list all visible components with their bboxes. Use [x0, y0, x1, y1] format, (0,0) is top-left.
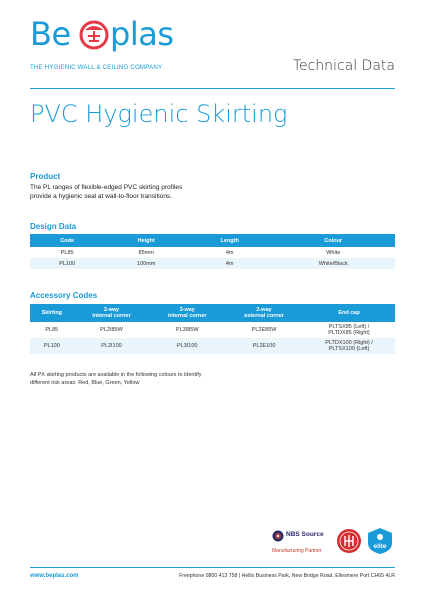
cell-line: PLTSX100 (Left) — [328, 346, 370, 352]
table-cell: PL100 — [30, 258, 104, 269]
footer-divider — [30, 567, 395, 568]
column-header — [225, 304, 303, 322]
table-cell: PL2E85W — [251, 326, 277, 333]
nbs-source-subtitle: Manufacturing Partner — [272, 548, 322, 554]
table-cell: PL2E100 — [225, 338, 303, 354]
table-cell: PL100 — [30, 338, 74, 354]
document-type-label: Technical Data — [292, 58, 395, 74]
product-description — [30, 183, 182, 201]
accessory-codes-table — [30, 304, 395, 354]
product-heading: Product — [30, 172, 61, 181]
column-header: Length — [188, 234, 272, 247]
column-header — [303, 304, 395, 322]
nbs-source-badge — [272, 527, 334, 559]
page-title: PVC Hygienic Skirting — [30, 100, 288, 128]
table-cell: PL3I85W — [175, 326, 199, 333]
column-header: Colour — [271, 234, 395, 247]
elite-badge — [366, 527, 394, 555]
product-line: The PL ranges of flexible-edged PVC skirting profiles — [30, 184, 183, 191]
product-line: provide a hygienic seal at wall-to-floor transitions. — [30, 193, 172, 200]
logo-text-right: plas — [110, 15, 174, 53]
header-line: 2-way — [256, 306, 272, 313]
header-line: 3-way — [179, 306, 195, 313]
beplas-logo — [30, 14, 190, 54]
design-data-table — [30, 234, 395, 269]
accessory-codes-heading: Accessory Codes — [30, 291, 98, 300]
header-line: internal corner — [92, 313, 131, 319]
elite-badge-text: elite — [373, 543, 387, 550]
table-cell: PL2I85W — [100, 326, 123, 333]
table-cell: PL85 — [45, 326, 59, 333]
table-cell: 4m — [188, 258, 272, 269]
table-cell: 100mm — [104, 258, 188, 269]
table-cell: PL85 — [60, 249, 74, 256]
table-cell: White — [326, 249, 341, 256]
company-tagline: THE HYGIENIC WALL & CEILING COMPANY — [30, 64, 163, 71]
column-header — [30, 304, 74, 322]
cell-line: PLTDX85 (Right) — [328, 330, 370, 336]
note-line: different risk areas: Red, Blue, Green, Yellow — [30, 380, 140, 386]
column-header — [149, 304, 225, 322]
table-cell: PL2I100 — [74, 338, 150, 354]
cell-line: PLTDX100 (Right) / — [325, 339, 373, 346]
header-line: Skirting — [41, 309, 63, 316]
contact-details: Freephone 0800 413 758 | Hellix Business Park, New Bridge Road, Ellesmere Port CH65 4LR — [179, 573, 395, 579]
header-line: external corner — [244, 313, 284, 319]
table-row — [30, 247, 395, 258]
note-line: All PX skirting products are available in the following colours to identify — [30, 372, 202, 378]
elite-shield-icon — [366, 527, 394, 555]
table-cell: PL3I100 — [149, 338, 225, 354]
table-row — [30, 338, 395, 354]
nbs-source-title: NBS Source — [286, 531, 324, 538]
table-header-row — [30, 304, 395, 322]
table-cell: 85mm — [138, 249, 154, 256]
table-row — [30, 322, 395, 338]
cell-line: PLTSX85 (Left) / — [328, 323, 370, 330]
column-header — [74, 304, 150, 322]
header-line: 2-way — [103, 306, 120, 313]
column-header: Code — [30, 234, 104, 247]
colour-note — [30, 371, 290, 387]
certification-badge-icon — [336, 528, 362, 554]
design-data-heading: Design Data — [30, 222, 77, 231]
table-header-row — [30, 234, 395, 247]
header-divider — [30, 88, 395, 89]
logo-text-left: Be — [30, 15, 71, 53]
website-link[interactable]: www.beplas.com — [30, 573, 79, 579]
table-cell: White/Black — [271, 258, 395, 269]
table-cell — [303, 338, 395, 354]
table-cell: 4m — [225, 249, 234, 256]
table-row — [30, 258, 395, 269]
header-line: End cap — [338, 309, 360, 316]
header-line: internal corner — [167, 313, 207, 319]
nbs-logo-icon — [272, 530, 284, 542]
table-cell — [303, 322, 395, 338]
column-header: Height — [104, 234, 188, 247]
logo-emblem-icon — [79, 20, 109, 50]
